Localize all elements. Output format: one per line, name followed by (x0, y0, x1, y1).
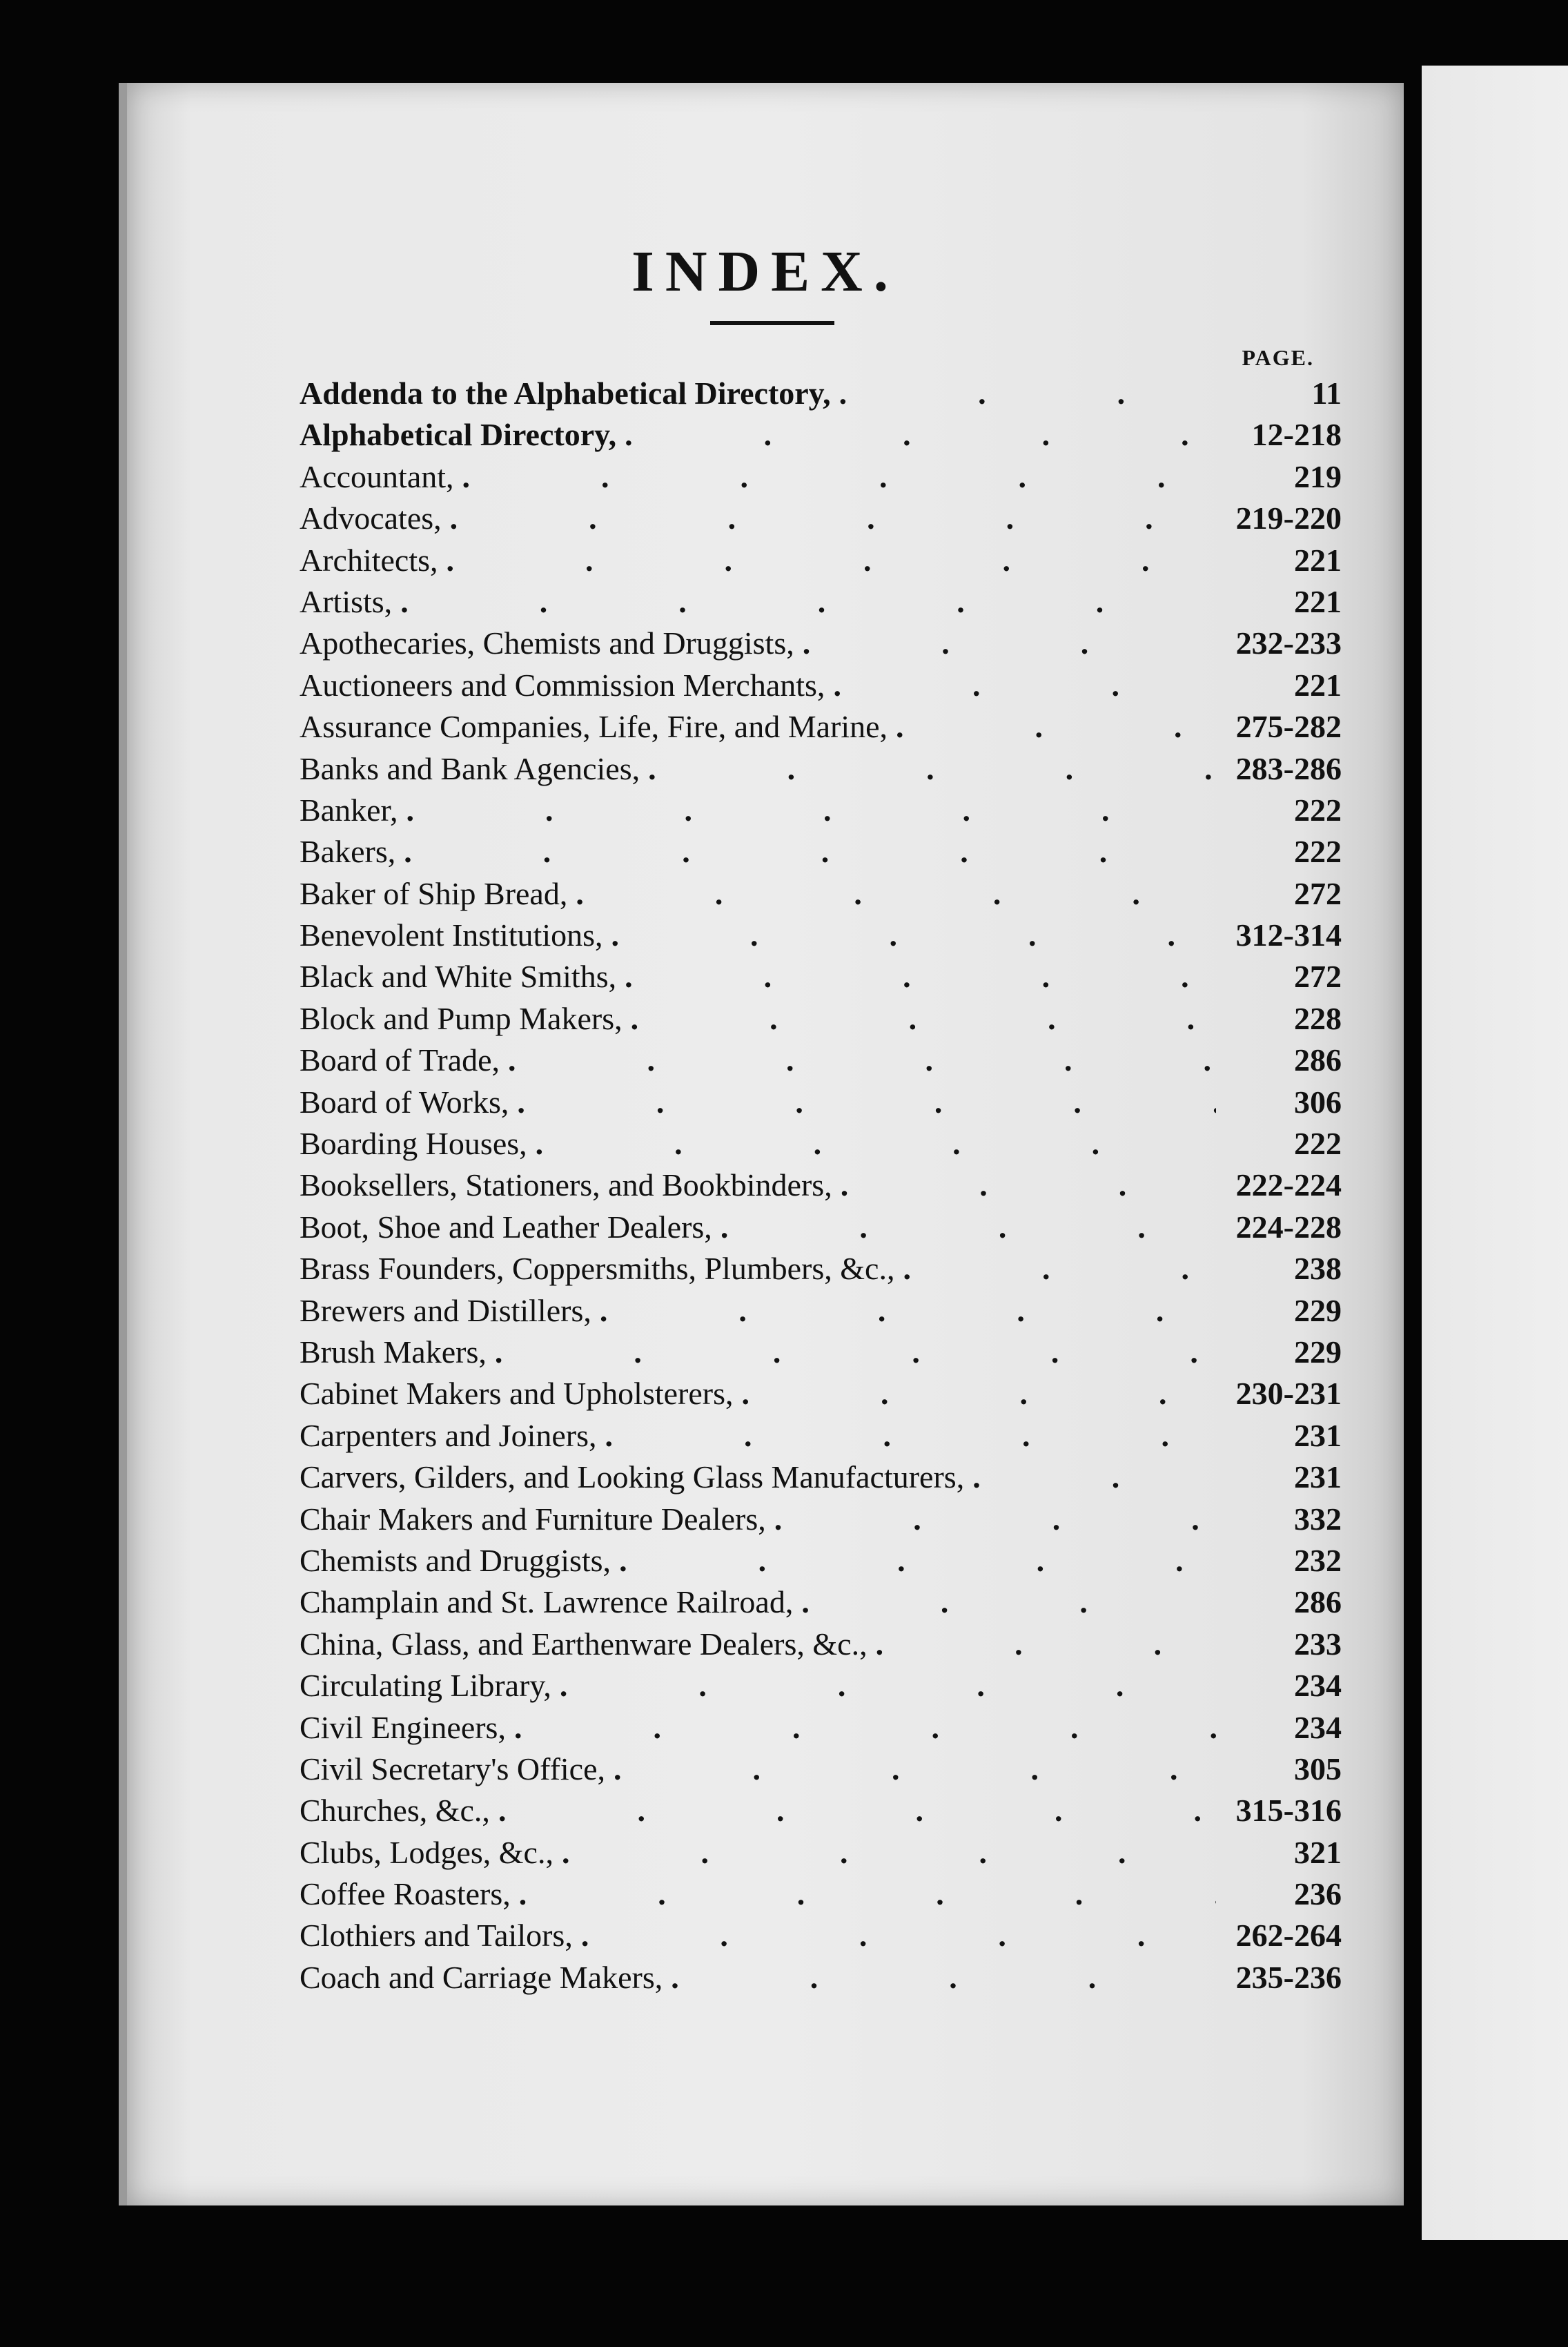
entry-page-number: 286 (1294, 1042, 1342, 1078)
entry-page-number: 221 (1294, 542, 1342, 578)
dot-leader (619, 1540, 1216, 1581)
entry-page-number: 233 (1294, 1626, 1342, 1662)
entry-label: Cabinet Makers and Upholsterers, (300, 1376, 734, 1412)
entry-label: Accountant, (300, 458, 454, 494)
dot-leader (536, 1123, 1216, 1165)
dot-leader (841, 1165, 1216, 1206)
entry-page-number: 234 (1294, 1709, 1342, 1745)
index-entry (300, 915, 1342, 956)
entry-page-number: 275-282 (1235, 709, 1342, 745)
dot-leader (400, 581, 1216, 623)
dot-leader (896, 706, 1216, 748)
entry-label: Champlain and St. Lawrence Railroad, (300, 1584, 794, 1620)
entry-page-number: 222 (1294, 792, 1342, 828)
entry-page-number: 238 (1294, 1251, 1342, 1287)
dot-leader (462, 456, 1216, 498)
index-entry (300, 1749, 1342, 1790)
entry-label: Clothiers and Tailors, (300, 1918, 573, 1954)
index-entry (300, 998, 1342, 1040)
page-column-header: PAGE. (1242, 345, 1314, 370)
entry-label: Churches, &c., (300, 1793, 490, 1829)
page-title: INDEX. (631, 240, 899, 304)
entry-page-number: 231 (1294, 1417, 1342, 1453)
entry-label: Benevolent Institutions, (300, 917, 603, 953)
index-entries (300, 373, 1342, 1998)
dot-leader (600, 1290, 1216, 1332)
entry-label: Apothecaries, Chemists and Druggists, (300, 625, 794, 661)
entry-page-number: 262-264 (1235, 1918, 1342, 1954)
entry-page-number: 222 (1294, 1126, 1342, 1162)
index-entry (300, 1457, 1342, 1498)
index-entry (300, 1581, 1342, 1623)
entry-page-number: 229 (1294, 1292, 1342, 1328)
index-entry (300, 373, 1342, 414)
entry-page-number: 234 (1294, 1668, 1342, 1704)
facing-page-edge (1422, 66, 1568, 2240)
entry-page-number: 283-286 (1235, 750, 1342, 786)
dot-leader (631, 998, 1216, 1040)
index-entry (300, 1624, 1342, 1665)
index-entry (300, 790, 1342, 831)
entry-label: Coffee Roasters, (300, 1876, 511, 1912)
entry-page-number: 228 (1294, 1000, 1342, 1036)
index-entry (300, 873, 1342, 915)
dot-leader (560, 1665, 1216, 1706)
entry-page-number: 230-231 (1235, 1376, 1342, 1412)
entry-page-number: 221 (1294, 583, 1342, 619)
entry-page-number: 286 (1294, 1584, 1342, 1620)
index-entry (300, 1665, 1342, 1706)
index-entry (300, 1165, 1342, 1206)
entry-page-number: 221 (1294, 667, 1342, 703)
entry-label: Civil Engineers, (300, 1709, 506, 1745)
entry-label: Baker of Ship Bread, (300, 875, 568, 911)
dot-leader (404, 831, 1216, 873)
dot-leader (801, 1581, 1216, 1623)
entry-label: Brush Makers, (300, 1334, 487, 1370)
entry-label: Black and White Smiths, (300, 959, 617, 995)
entry-page-number: 219 (1294, 458, 1342, 494)
index-entry (300, 706, 1342, 748)
index-entry (300, 1373, 1342, 1414)
entry-label: Chair Makers and Furniture Dealers, (300, 1501, 766, 1537)
dot-leader (611, 915, 1216, 956)
entry-label: Clubs, Lodges, &c., (300, 1834, 553, 1870)
index-entry (300, 456, 1342, 498)
index-entry (300, 1915, 1342, 1956)
dot-leader (671, 1957, 1216, 1998)
index-entry (300, 498, 1342, 539)
entry-label: Chemists and Druggists, (300, 1542, 611, 1578)
index-entry (300, 1499, 1342, 1540)
entry-label: Civil Secretary's Office, (300, 1751, 606, 1786)
entry-page-number: 222-224 (1235, 1167, 1342, 1203)
dot-leader (498, 1790, 1216, 1831)
entry-page-number: 321 (1294, 1834, 1342, 1870)
entry-page-number: 224-228 (1235, 1209, 1342, 1245)
entry-page-number: 232-233 (1235, 625, 1342, 661)
dot-leader (514, 1707, 1216, 1749)
entry-label: Bakers, (300, 834, 396, 870)
entry-page-number: 232 (1294, 1542, 1342, 1578)
dot-leader (517, 1082, 1216, 1123)
index-entry (300, 748, 1342, 790)
dot-leader (576, 873, 1216, 915)
entry-label: Boot, Shoe and Leather Dealers, (300, 1209, 712, 1245)
index-entry (300, 1123, 1342, 1165)
index-entry (300, 581, 1342, 623)
dot-leader (450, 498, 1216, 539)
index-entry (300, 623, 1342, 664)
dot-leader (742, 1373, 1216, 1414)
entry-label: Carpenters and Joiners, (300, 1417, 597, 1453)
entry-page-number: 12-218 (1251, 417, 1342, 453)
dot-leader (406, 790, 1217, 831)
entry-page-number: 236 (1294, 1876, 1342, 1912)
dot-leader (562, 1832, 1216, 1873)
index-entry (300, 414, 1342, 456)
dot-leader (614, 1749, 1216, 1790)
index-entry (300, 1332, 1342, 1373)
dot-leader (774, 1499, 1216, 1540)
entry-label: Addenda to the Alphabetical Directory, (300, 376, 831, 411)
index-entry (300, 956, 1342, 997)
entry-label: Carvers, Gilders, and Looking Glass Manufacturers, (300, 1459, 965, 1495)
entry-page-number: 332 (1294, 1501, 1342, 1537)
index-entry (300, 1957, 1342, 1998)
entry-page-number: 11 (1311, 376, 1342, 411)
dot-leader (495, 1332, 1216, 1373)
index-entry (300, 1873, 1342, 1915)
entry-page-number: 219-220 (1235, 500, 1342, 536)
entry-label: Board of Works, (300, 1084, 509, 1120)
index-entry (300, 1082, 1342, 1123)
entry-label: China, Glass, and Earthenware Dealers, &c., (300, 1626, 868, 1662)
index-entry (300, 1707, 1342, 1749)
entry-label: Brewers and Distillers, (300, 1292, 591, 1328)
entry-label: Auctioneers and Commission Merchants, (300, 667, 825, 703)
index-entry (300, 1248, 1342, 1289)
dot-leader (625, 414, 1216, 456)
entry-label: Alphabetical Directory, (300, 417, 617, 453)
entry-page-number: 222 (1294, 834, 1342, 870)
entry-label: Circulating Library, (300, 1668, 551, 1704)
entry-page-number: 315-316 (1235, 1793, 1342, 1829)
entry-label: Coach and Carriage Makers, (300, 1959, 663, 1995)
book-page (119, 83, 1404, 2205)
dot-leader (519, 1873, 1216, 1915)
index-entry (300, 1207, 1342, 1248)
entry-label: Banks and Bank Agencies, (300, 750, 640, 786)
entry-page-number: 231 (1294, 1459, 1342, 1495)
dot-leader (833, 665, 1216, 706)
entry-page-number: 229 (1294, 1334, 1342, 1370)
dot-leader (972, 1457, 1216, 1498)
dot-leader (648, 748, 1216, 790)
dot-leader (508, 1040, 1216, 1081)
entry-page-number: 235-236 (1235, 1959, 1342, 1995)
entry-label: Banker, (300, 792, 398, 828)
entry-label: Board of Trade, (300, 1042, 500, 1078)
index-entry (300, 1540, 1342, 1581)
dot-leader (876, 1624, 1216, 1665)
entry-label: Boarding Houses, (300, 1126, 527, 1162)
title-rule (710, 321, 834, 325)
entry-label: Architects, (300, 542, 438, 578)
dot-leader (605, 1415, 1217, 1457)
dot-leader (839, 373, 1216, 414)
entry-label: Brass Founders, Coppersmiths, Plumbers, &c., (300, 1251, 895, 1287)
index-entry (300, 1040, 1342, 1081)
index-entry (300, 1790, 1342, 1831)
entry-label: Advocates, (300, 500, 442, 536)
index-entry (300, 831, 1342, 873)
entry-page-number: 305 (1294, 1751, 1342, 1786)
index-entry (300, 1290, 1342, 1332)
entry-page-number: 272 (1294, 959, 1342, 995)
index-entry (300, 540, 1342, 581)
entry-label: Booksellers, Stationers, and Bookbinders, (300, 1167, 832, 1203)
entry-page-number: 306 (1294, 1084, 1342, 1120)
entry-label: Block and Pump Makers, (300, 1000, 623, 1036)
dot-leader (903, 1248, 1216, 1289)
index-entry (300, 665, 1342, 706)
dot-leader (447, 540, 1216, 581)
index-entry (300, 1415, 1342, 1457)
dot-leader (803, 623, 1216, 664)
dot-leader (721, 1207, 1216, 1248)
dot-leader (625, 956, 1216, 997)
dot-leader (581, 1915, 1216, 1956)
entry-label: Artists, (300, 583, 393, 619)
entry-page-number: 272 (1294, 875, 1342, 911)
entry-page-number: 312-314 (1235, 917, 1342, 953)
index-entry (300, 1832, 1342, 1873)
entry-label: Assurance Companies, Life, Fire, and Marine, (300, 709, 888, 745)
